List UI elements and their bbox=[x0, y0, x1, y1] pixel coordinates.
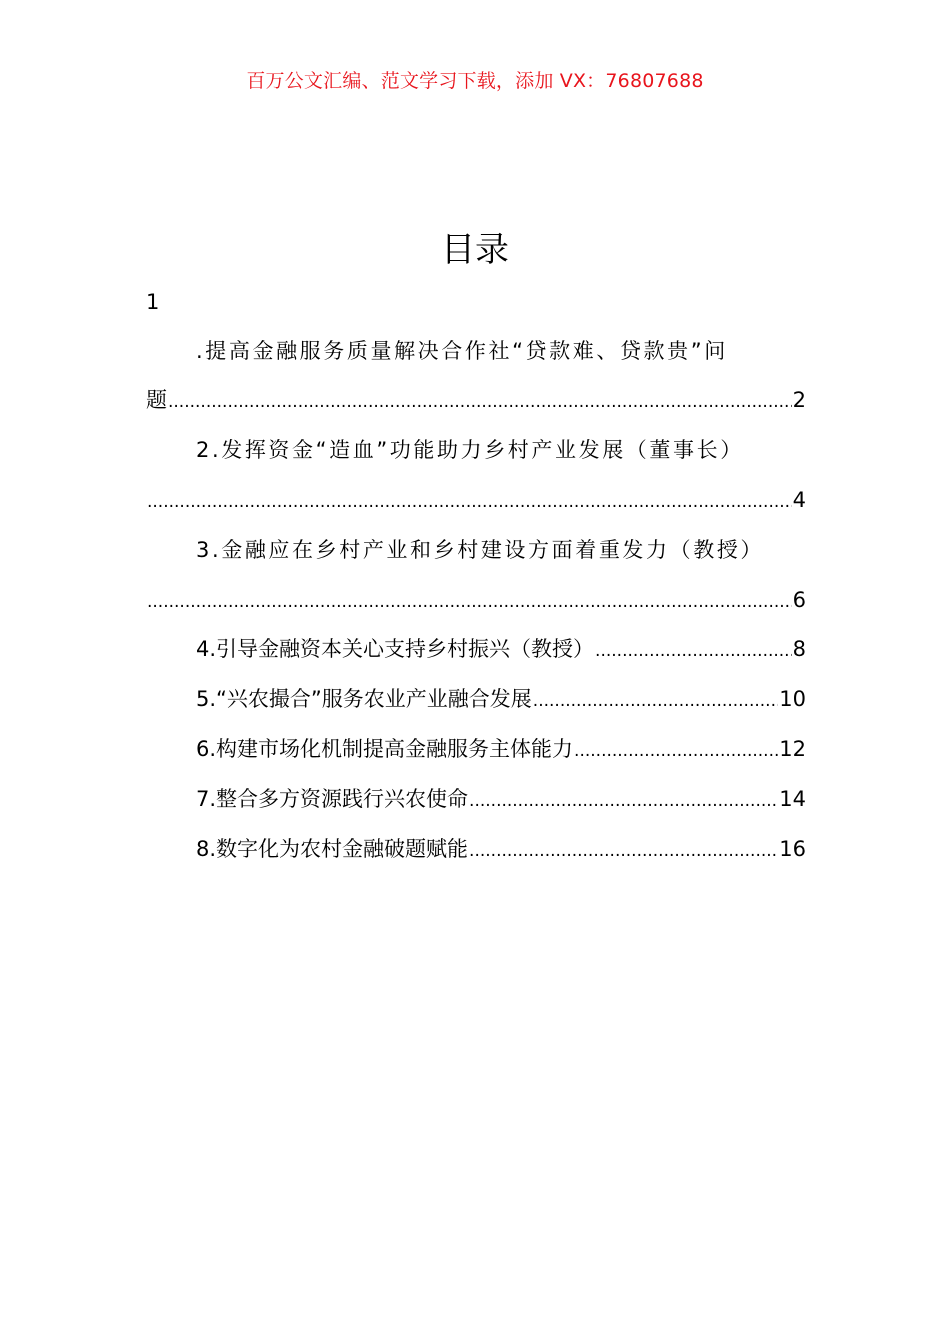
dot-leader bbox=[147, 585, 792, 617]
toc-entry-3-line2[interactable] bbox=[146, 585, 806, 615]
toc-entry-2-line1[interactable] bbox=[196, 435, 806, 465]
toc-entry-3-line1[interactable] bbox=[196, 535, 806, 565]
toc-page-number: 8 bbox=[792, 637, 806, 661]
toc-entry-text: 6.构建市场化机制提高金融服务主体能力 bbox=[196, 737, 574, 761]
dot-leader bbox=[469, 784, 778, 816]
watermark-header: 百万公文汇编、范文学习下载，添加 VX：76807688 bbox=[246, 70, 704, 92]
dot-leader bbox=[469, 834, 778, 866]
toc-entry-text: 8.数字化为农村金融破题赋能 bbox=[196, 837, 469, 861]
stray-number: 1 bbox=[146, 290, 160, 314]
toc-entry-2-line2[interactable] bbox=[146, 485, 806, 515]
toc-page-number: 16 bbox=[779, 837, 806, 861]
dot-leader bbox=[147, 485, 792, 517]
toc-page-number: 4 bbox=[792, 488, 806, 512]
toc-entry-1-line2[interactable] bbox=[146, 385, 806, 415]
toc-page-number: 10 bbox=[779, 687, 806, 711]
toc-entry-text: .提高金融服务质量解决合作社“贷款难、贷款贵”问 bbox=[196, 339, 728, 363]
toc-entry-6[interactable] bbox=[196, 734, 806, 764]
toc-entry-text: 5.“兴农撮合”服务农业产业融合发展 bbox=[196, 687, 532, 711]
dot-leader bbox=[595, 634, 792, 666]
toc-entry-1-line1[interactable] bbox=[196, 336, 806, 366]
dot-leader bbox=[533, 684, 778, 716]
toc-page-number: 14 bbox=[779, 787, 806, 811]
dot-leader bbox=[168, 385, 792, 417]
toc-entry-text: 7.整合多方资源践行兴农使命 bbox=[196, 787, 469, 811]
toc-entry-text: 题 bbox=[146, 388, 167, 412]
toc-entry-text: 2.发挥资金“造血”功能助力乡村产业发展（董事长） bbox=[196, 438, 744, 462]
toc-page-number: 2 bbox=[792, 388, 806, 412]
toc-page-number: 6 bbox=[792, 588, 806, 612]
toc-entry-8[interactable] bbox=[196, 834, 806, 864]
toc-entry-text: 4.引导金融资本关心支持乡村振兴（教授） bbox=[196, 637, 595, 661]
toc-entry-4[interactable] bbox=[196, 634, 806, 664]
dot-leader bbox=[574, 734, 778, 766]
toc-entry-7[interactable] bbox=[196, 784, 806, 814]
page-title: 目录 bbox=[441, 230, 509, 270]
toc-page-number: 12 bbox=[779, 737, 806, 761]
toc-entry-5[interactable] bbox=[196, 684, 806, 714]
toc-entry-text: 3.金融应在乡村产业和乡村建设方面着重发力（教授） bbox=[196, 538, 765, 562]
